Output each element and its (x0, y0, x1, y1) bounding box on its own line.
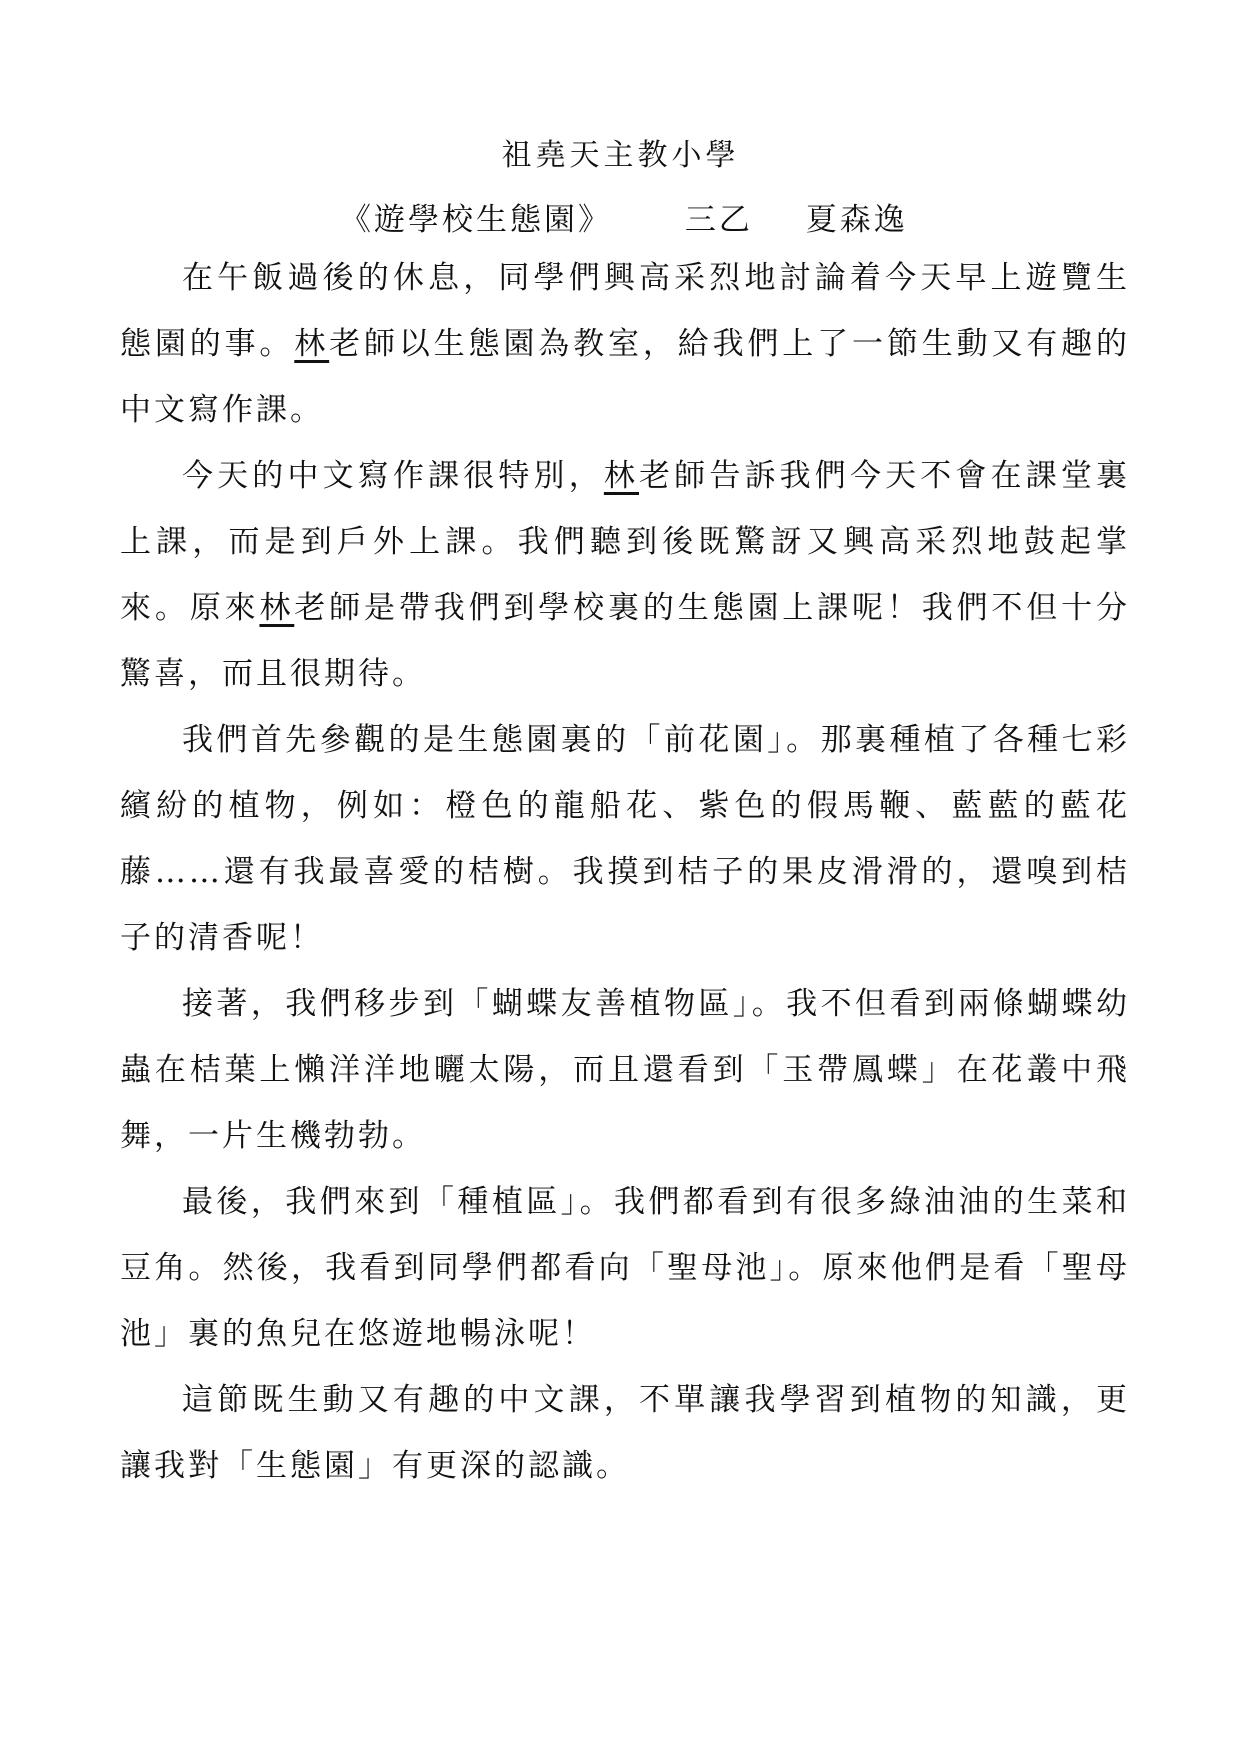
class-name: 三乙 (684, 202, 753, 238)
essay-paragraph (120, 707, 1130, 971)
essay-paragraph (120, 971, 1130, 1169)
paragraph-text: 最後，我們來到「種植區」。我們都看到有很多綠油油的生菜和豆角。然後，我看到同學們都看向「聖母池」。原來他們是看「聖母池」裏的魚兒在悠遊地暢泳呢！ (120, 1184, 1130, 1352)
paragraph-text: 今天的中文寫作課很特別， (182, 458, 604, 494)
essay-paragraph (120, 443, 1130, 707)
essay-paragraph (120, 1169, 1130, 1367)
underlined-name: 林 (603, 458, 640, 494)
essay-paragraph (120, 245, 1130, 443)
author-name: 夏森逸 (805, 202, 908, 238)
underlined-name: 林 (259, 590, 295, 626)
paragraph-text: 在午飯過後的休息，同學們興高采烈地討論着今天早上遊覽生態園的事。 (120, 260, 1130, 362)
essay-paragraph (120, 1367, 1130, 1499)
paragraph-text: 老師是帶我們到學校裏的生態園上課呢！我們不但十分驚喜，而且很期待。 (120, 590, 1131, 692)
essay-heading (340, 194, 908, 239)
essay-title: 《遊學校生態園》 (340, 202, 612, 238)
underlined-name: 林 (294, 326, 330, 362)
school-name: 祖堯天主教小學 (501, 138, 740, 173)
paragraph-text: 老師以生態園為教室，給我們上了一節生動又有趣的中文寫作課。 (120, 326, 1131, 428)
paragraph-text: 這節既生動又有趣的中文課，不單讓我學習到植物的知識，更讓我對「生態園」有更深的認識。 (120, 1382, 1130, 1484)
paragraph-text: 我們首先參觀的是生態園裏的「前花園」。那裏種植了各種七彩繽紛的植物，例如：橙色的龍船花、紫色的假馬鞭、藍藍的藍花藤……還有我最喜愛的桔樹。我摸到桔子的果皮滑滑的，還嗅到桔子的清香呢！ (120, 722, 1130, 956)
paragraph-text: 老師告訴我們今天不會在課堂裏上課，而是到戶外上課。我們聽到後既驚訝又興高采烈地鼓起掌來。原來 (120, 458, 1131, 626)
paragraph-text: 接著，我們移步到「蝴蝶友善植物區」。我不但看到兩條蝴蝶幼蟲在桔葉上懶洋洋地曬太陽，而且還看到「玉帶鳳蝶」在花叢中飛舞，一片生機勃勃。 (120, 986, 1130, 1154)
essay-body (120, 245, 1130, 1499)
